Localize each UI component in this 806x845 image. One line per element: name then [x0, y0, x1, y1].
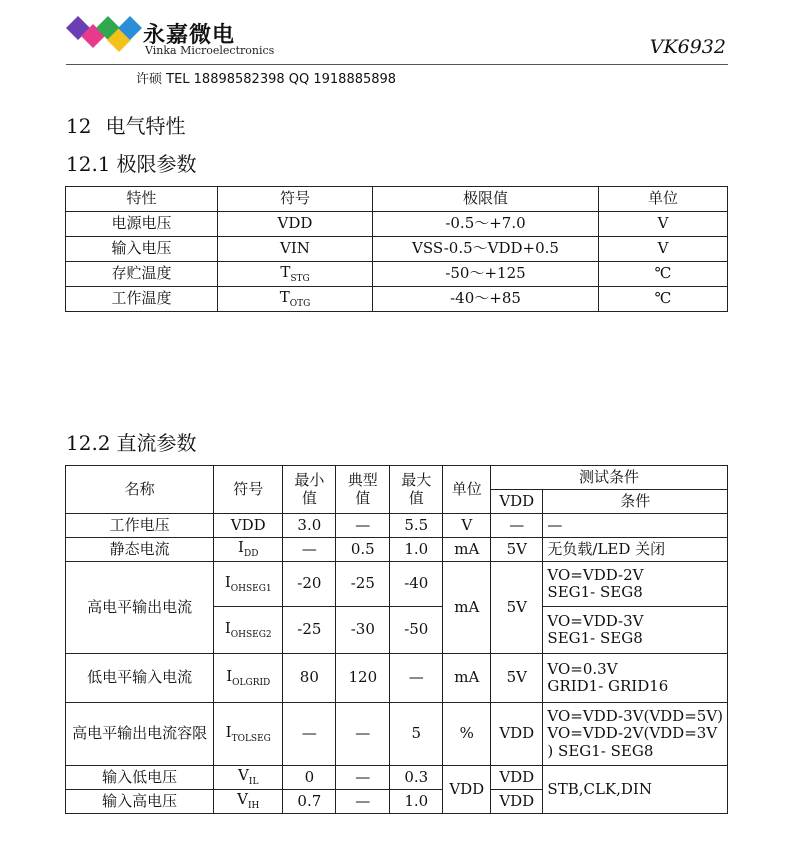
header-symbol: 符号 — [214, 466, 283, 514]
param-max: -50 — [390, 607, 443, 654]
param-value: -50～+125 — [373, 262, 599, 287]
param-name: 工作温度 — [66, 287, 218, 312]
table-row — [66, 538, 728, 562]
param-symbol: $I_{OLGRID}$ — [214, 654, 283, 703]
section-number: 12.1 — [66, 152, 111, 176]
table-header-row — [66, 187, 728, 212]
header-cell: 极限值 — [373, 187, 599, 212]
section-number: 12 — [66, 114, 92, 138]
param-unit: ℃ — [599, 287, 728, 312]
param-max: 1.0 — [390, 790, 443, 814]
param-name: 输入低电压 — [66, 766, 214, 790]
table-row — [66, 703, 728, 766]
param-symbol: $I_{OHSEG1}$ — [214, 562, 283, 607]
param-typ: — — [336, 766, 390, 790]
header-condition: 条件 — [543, 490, 728, 514]
param-max: — — [390, 654, 443, 703]
header-cell: 特性 — [66, 187, 218, 212]
section-title: 直流参数 — [116, 431, 197, 455]
param-unit: V — [599, 237, 728, 262]
param-min: 3.0 — [283, 514, 336, 538]
param-unit: V — [443, 514, 491, 538]
param-typ: — — [336, 514, 390, 538]
param-symbol: $V_{IH}$ — [214, 790, 283, 814]
param-name: 静态电流 — [66, 538, 214, 562]
table-row — [66, 212, 728, 237]
header-max: 最大值 — [390, 466, 443, 514]
section-title: 电气特性 — [105, 114, 186, 138]
param-min: 0.7 — [283, 790, 336, 814]
dc-parameters-table — [65, 465, 728, 814]
absolute-max-table — [65, 186, 728, 312]
param-min: 0 — [283, 766, 336, 790]
param-min: — — [283, 538, 336, 562]
param-max: -40 — [390, 562, 443, 607]
param-condition: VO=VDD-3V SEG1- SEG8 — [543, 607, 728, 654]
header-vdd: VDD — [491, 490, 543, 514]
param-min: -20 — [283, 562, 336, 607]
param-typ: 0.5 — [336, 538, 390, 562]
param-unit: ℃ — [599, 262, 728, 287]
table-row — [66, 654, 728, 703]
header-cell: 单位 — [599, 187, 728, 212]
param-name: 高电平输出电流 — [66, 562, 214, 654]
param-vdd: 5V — [491, 538, 543, 562]
param-condition: VO=0.3V GRID1- GRID16 — [543, 654, 728, 703]
param-vdd: 5V — [491, 562, 543, 654]
param-min: — — [283, 703, 336, 766]
param-name: 输入电压 — [66, 237, 218, 262]
param-symbol: $T_{STG}$ — [218, 262, 373, 287]
param-condition: STB,CLK,DIN — [543, 766, 728, 814]
param-typ: -25 — [336, 562, 390, 607]
param-max: 1.0 — [390, 538, 443, 562]
table-row — [66, 766, 728, 790]
param-unit: % — [443, 703, 491, 766]
company-name-cn: 永嘉微电 — [143, 23, 236, 48]
table-header-row — [66, 466, 728, 490]
param-symbol: $I_{OHSEG2}$ — [214, 607, 283, 654]
param-condition: — — [543, 514, 728, 538]
header-typ: 典型值 — [336, 466, 390, 514]
param-symbol: $T_{OTG}$ — [218, 287, 373, 312]
table-row — [66, 562, 728, 607]
table-row — [66, 262, 728, 287]
param-name: 低电平输入电流 — [66, 654, 214, 703]
param-name: 电源电压 — [66, 212, 218, 237]
model-number: VK6932 — [649, 36, 726, 58]
param-symbol: VDD — [218, 212, 373, 237]
header-name: 名称 — [66, 466, 214, 514]
section-title: 极限参数 — [116, 152, 197, 176]
param-typ: 120 — [336, 654, 390, 703]
param-vdd: — — [491, 514, 543, 538]
param-name: 高电平输出电流容限 — [66, 703, 214, 766]
param-vdd: 5V — [491, 654, 543, 703]
section-heading-12-2 — [66, 427, 197, 456]
company-logo — [66, 14, 142, 54]
param-value: VSS-0.5～VDD+0.5 — [373, 237, 599, 262]
param-max: 0.3 — [390, 766, 443, 790]
param-name: 工作电压 — [66, 514, 214, 538]
param-symbol: $I_{DD}$ — [214, 538, 283, 562]
param-vdd: VDD — [491, 790, 543, 814]
param-name: 存贮温度 — [66, 262, 218, 287]
company-name-en: Vinka Microelectronics — [145, 44, 275, 57]
param-vdd: VDD — [491, 766, 543, 790]
param-unit: V — [599, 212, 728, 237]
header-min: 最小值 — [283, 466, 336, 514]
section-heading-12-1 — [66, 148, 197, 177]
param-vdd: VDD — [491, 703, 543, 766]
section-heading-12 — [66, 110, 185, 139]
contact-line: 许硕 TEL 18898582398 QQ 1918885898 — [136, 72, 397, 87]
section-number: 12.2 — [66, 431, 111, 455]
param-min: 80 — [283, 654, 336, 703]
param-value: -40～+85 — [373, 287, 599, 312]
param-unit: mA — [443, 562, 491, 654]
table-row — [66, 237, 728, 262]
param-symbol: VIN — [218, 237, 373, 262]
param-condition: VO=VDD-3V(VDD=5V) VO=VDD-2V(VDD=3V ) SEG1- SEG8 — [543, 703, 728, 766]
param-typ: — — [336, 703, 390, 766]
param-unit: mA — [443, 654, 491, 703]
table-row — [66, 287, 728, 312]
header-unit: 单位 — [443, 466, 491, 514]
header-test-conditions: 测试条件 — [491, 466, 728, 490]
param-max: 5.5 — [390, 514, 443, 538]
header-cell: 符号 — [218, 187, 373, 212]
param-unit: VDD — [443, 766, 491, 814]
param-condition: VO=VDD-2V SEG1- SEG8 — [543, 562, 728, 607]
param-min: -25 — [283, 607, 336, 654]
param-max: 5 — [390, 703, 443, 766]
table-row — [66, 514, 728, 538]
param-symbol: VDD — [214, 514, 283, 538]
param-condition: 无负载/LED 关闭 — [543, 538, 728, 562]
param-typ: — — [336, 790, 390, 814]
param-unit: mA — [443, 538, 491, 562]
param-symbol: $I_{TOLSEG}$ — [214, 703, 283, 766]
param-typ: -30 — [336, 607, 390, 654]
param-value: -0.5～+7.0 — [373, 212, 599, 237]
header-divider — [66, 64, 728, 65]
param-symbol: $V_{IL}$ — [214, 766, 283, 790]
param-name: 输入高电压 — [66, 790, 214, 814]
